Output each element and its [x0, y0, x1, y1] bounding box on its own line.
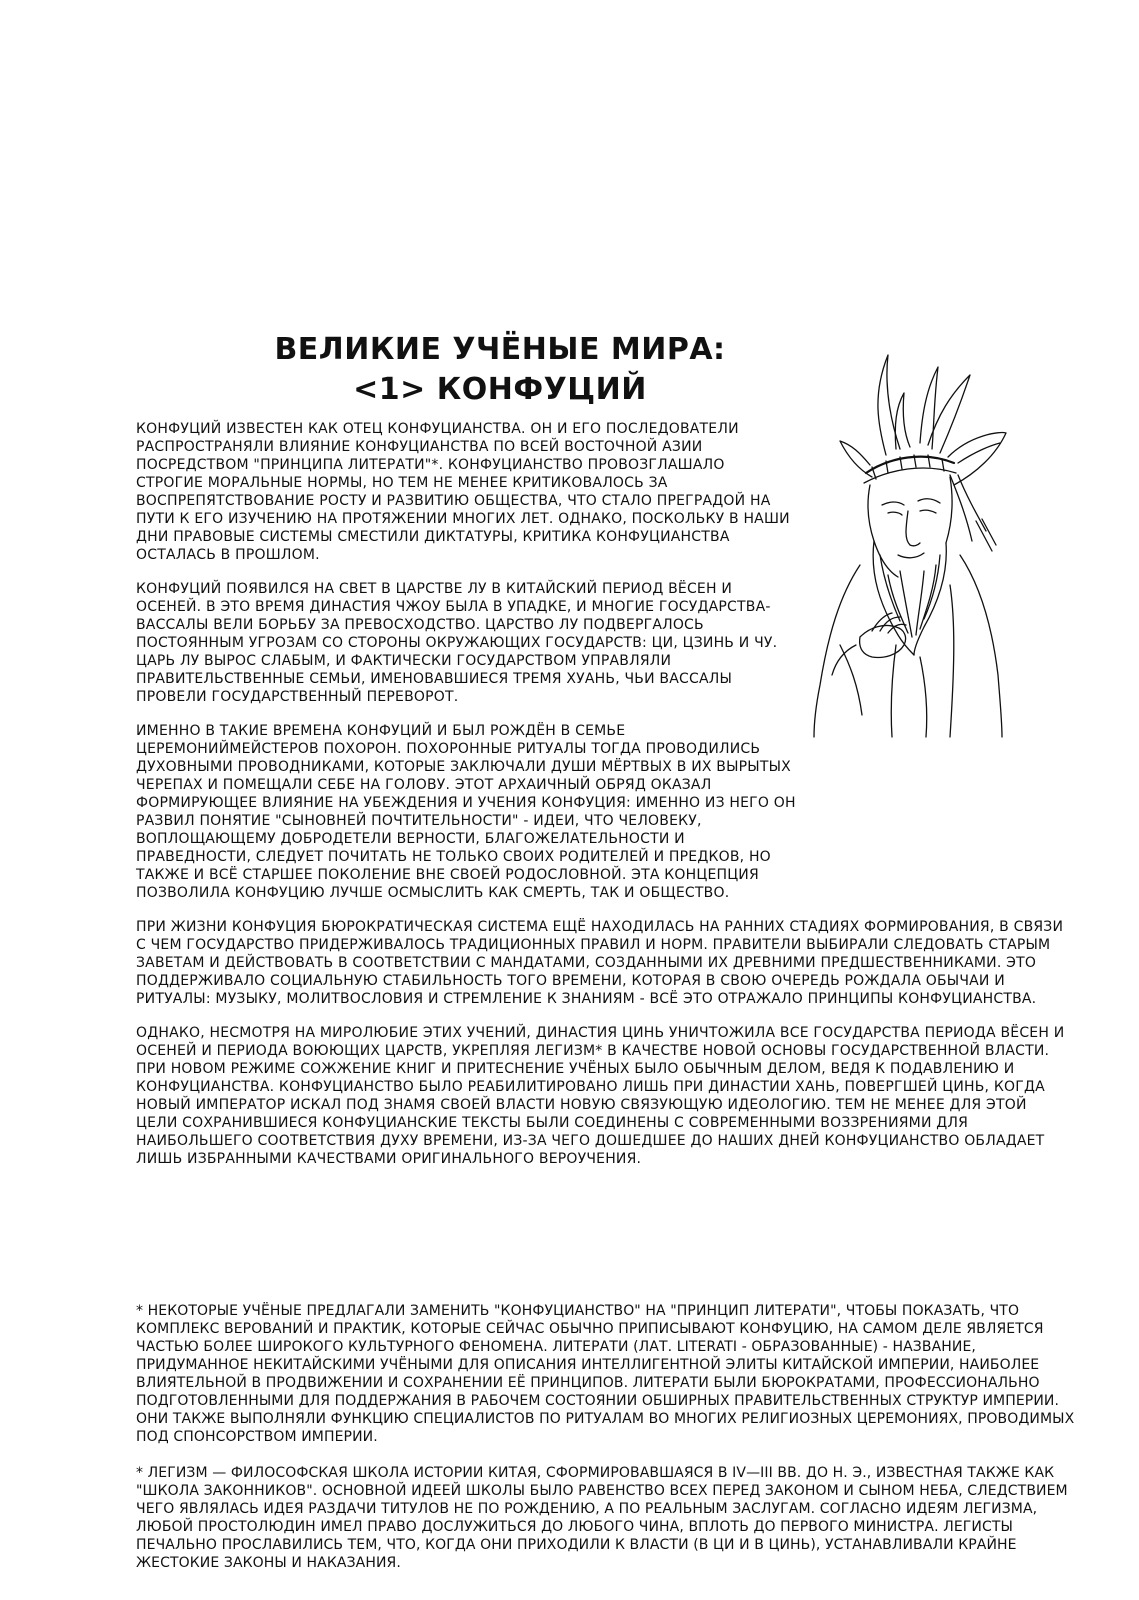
- article-body: [136, 420, 1066, 1184]
- paragraph-4: ПРИ ЖИЗНИ КОНФУЦИЯ БЮРОКРАТИЧЕСКАЯ СИСТЕМА ЕЩЁ НАХОДИЛАСЬ НА РАННИХ СТАДИЯХ ФОРМИРОВАНИЯ, В СВЯЗИ С ЧЕМ ГОСУДАРСТВО ПРИДЕРЖИВАЛОСЬ ТРАДИЦИОННЫХ ПРАВИЛ И НОРМ. ПРАВИТЕЛИ ВЫБИРАЛИ СЛЕДОВАТЬ СТАРЫМ ЗАВЕТАМ И ДЕЙСТВОВАТЬ В СООТВЕТСТВИИ С МАНДАТАМИ, СОЗДАННЫМИ ИХ ДРЕВНИМИ ПРЕДШЕСТВЕННИКАМИ. ЭТО ПОДДЕРЖИВАЛО СОЦИАЛЬНУЮ СТАБИЛЬНОСТЬ ТОГО ВРЕМЕНИ, КОТОРАЯ В СВОЮ ОЧЕРЕДЬ РОЖДАЛА ОБЫЧАИ И РИТУАЛЫ: МУЗЫКУ, МОЛИТВОСЛОВИЯ И СТРЕМЛЕНИЕ К ЗНАНИЯМ - ВСЁ ЭТО ОТРАЖАЛО ПРИНЦИПЫ КОНФУЦИАНСТВА.: [136, 919, 1064, 1007]
- paragraph-1: КОНФУЦИЙ ИЗВЕСТЕН КАК ОТЕЦ КОНФУЦИАНСТВА. ОН И ЕГО ПОСЛЕДОВАТЕЛИ РАСПРОСТРАНЯЛИ ВЛИЯНИЕ КОНФУЦИАНСТВА ПО ВСЕЙ ВОСТОЧНОЙ АЗИИ ПОСРЕДСТВОМ "ПРИНЦИПА ЛИТЕРАТИ"*. КОНФУЦИАНСТВО ПРОВОЗГЛАШАЛО СТРОГИЕ МОРАЛЬНЫЕ НОРМЫ, НО ТЕМ НЕ МЕНЕЕ КРИТИКОВАЛОСЬ ЗА ВОСПРЕПЯТСТВОВАНИЕ РОСТУ И РАЗВИТИЮ ОБЩЕСТВА, ЧТО СТАЛО ПРЕГРАДОЙ НА ПУТИ К ЕГО ИЗУЧЕНИЮ НА ПРОТЯЖЕНИИ МНОГИХ ЛЕТ. ОДНАКО, ПОСКОЛЬКУ В НАШИ ДНИ ПРАВОВЫЕ СИСТЕМЫ СМЕСТИЛИ ДИКТАТУРЫ, КРИТИКА КОНФУЦИАНСТВА ОСТАЛАСЬ В ПРОШЛОМ.: [136, 421, 790, 563]
- footnote-legalism: * ЛЕГИЗМ — ФИЛОСОФСКАЯ ШКОЛА ИСТОРИИ КИТАЯ, СФОРМИРОВАВШАЯСЯ В IV—III ВВ. ДО Н. Э., ИЗВЕСТНАЯ ТАКЖЕ КАК "ШКОЛА ЗАКОННИКОВ". ОСНОВНОЙ ИДЕЕЙ ШКОЛЫ БЫЛО РАВЕНСТВО ВСЕХ ПЕРЕД ЗАКОНОМ И СЫНОМ НЕБА, СЛЕДСТВИЕМ ЧЕГО ЯВЛЯЛАСЬ ИДЕЯ РАЗДАЧИ ТИТУЛОВ НЕ ПО РОЖДЕНИЮ, А ПО РЕАЛЬНЫМ ЗАСЛУГАМ. СОГЛАСНО ИДЕЯМ ЛЕГИЗМА, ЛЮБОЙ ПРОСТОЛЮДИН ИМЕЛ ПРАВО ДОСЛУЖИТЬСЯ ДО ЛЮБОГО ЧИНА, ВПЛОТЬ ДО ПЕРВОГО МИНИСТРА. ЛЕГИСТЫ ПЕЧАЛЬНО ПРОСЛАВИЛИСЬ ТЕМ, ЧТО, КОГДА ОНИ ПРИХОДИЛИ К ВЛАСТИ (В ЦИ И В ЦИНЬ), УСТАНАВЛИВАЛИ КРАЙНЕ ЖЕСТОКИЕ ЗАКОНЫ И НАКАЗАНИЯ.: [136, 1465, 1068, 1571]
- footnote-literati: * НЕКОТОРЫЕ УЧЁНЫЕ ПРЕДЛАГАЛИ ЗАМЕНИТЬ "КОНФУЦИАНСТВО" НА "ПРИНЦИП ЛИТЕРАТИ", ЧТОБЫ ПОКАЗАТЬ, ЧТО КОМПЛЕКС ВЕРОВАНИЙ И ПРАКТИК, КОТОРЫЕ СЕЙЧАС ОБЫЧНО ПРИПИСЫВАЮТ КОНФУЦИЮ, НА САМОМ ДЕЛЕ ЯВЛЯЕТСЯ ЧАСТЬЮ БОЛЕЕ ШИРОКОГО КУЛЬТУРНОГО ФЕНОМЕНА. ЛИТЕРАТИ (ЛАТ. LITERATI - ОБРАЗОВАННЫЕ) - НАЗВАНИЕ, ПРИДУМАННОЕ НЕКИТАЙСКИМИ УЧЁНЫМИ ДЛЯ ОПИСАНИЯ ИНТЕЛЛИГЕНТНОЙ ЭЛИТЫ КИТАЙСКОЙ ИМПЕРИИ, НАИБОЛЕЕ ВЛИЯТЕЛЬНОЙ В ПРОДВИЖЕНИИ И СОХРАНЕНИИ ЕЁ ПРИНЦИПОВ. ЛИТЕРАТИ БЫЛИ БЮРОКРАТАМИ, ПРОФЕССИОНАЛЬНО ПОДГОТОВЛЕННЫМИ ДЛЯ ПОДДЕРЖАНИЯ В РАБОЧЕМ СОСТОЯНИИ ОБШИРНЫХ ПРАВИТЕЛЬСТВЕННЫХ СТРУКТУР ИМПЕРИИ. ОНИ ТАКЖЕ ВЫПОЛНЯЛИ ФУНКЦИЮ СПЕЦИАЛИСТОВ ПО РИТУАЛАМ ВО МНОГИХ РЕЛИГИОЗНЫХ ЦЕРЕМОНИЯХ, ПРОВОДИМЫХ ПОД СПОНСОРСТВОМ ИМПЕРИИ.: [136, 1303, 1075, 1445]
- title-line-1: ВЕЛИКИЕ УЧЁНЫЕ МИРА:: [274, 332, 726, 367]
- paragraph-3: ИМЕННО В ТАКИЕ ВРЕМЕНА КОНФУЦИЙ И БЫЛ РОЖДЁН В СЕМЬЕ ЦЕРЕМОНИЙМЕЙСТЕРОВ ПОХОРОН. ПОХОРОННЫЕ РИТУАЛЫ ТОГДА ПРОВОДИЛИСЬ ДУХОВНЫМИ ПРОВОДНИКАМИ, КОТОРЫЕ ЗАКЛЮЧАЛИ ДУШИ МЁРТВЫХ В ИХ ВЫРЫТЫХ ЧЕРЕПАХ И ПОМЕЩАЛИ СЕБЕ НА ГОЛОВУ. ЭТОТ АРХАИЧНЫЙ ОБРЯД ОКАЗАЛ ФОРМИРУЮЩЕЕ ВЛИЯНИЕ НА УБЕЖДЕНИЯ И УЧЕНИЯ КОНФУЦИЯ: ИМЕННО ИЗ НЕГО ОН РАЗВИЛ ПОНЯТИЕ "СЫНОВНЕЙ ПОЧТИТЕЛЬНОСТИ" - ИДЕИ, ЧТО ЧЕЛОВЕКУ, ВОПЛОЩАЮЩЕМУ ДОБРОДЕТЕЛИ ВЕРНОСТИ, БЛАГОЖЕЛАТЕЛЬНОСТИ И ПРАВЕДНОСТИ, СЛЕДУЕТ ПОЧИТАТЬ НЕ ТОЛЬКО СВОИХ РОДИТЕЛЕЙ И ПРЕДКОВ, НО ТАКЖЕ И ВСЁ СТАРШЕЕ ПОКОЛЕНИЕ ВНЕ СВОЕЙ РОДОСЛОВНОЙ. ЭТА КОНЦЕПЦИЯ ПОЗВОЛИЛА КОНФУЦИЮ ЛУЧШЕ ОСМЫСЛИТЬ КАК СМЕРТЬ, ТАК И ОБЩЕСТВО.: [136, 723, 796, 901]
- page-title: [240, 330, 760, 410]
- footnotes: [136, 1302, 1081, 1590]
- paragraph-2: КОНФУЦИЙ ПОЯВИЛСЯ НА СВЕТ В ЦАРСТВЕ ЛУ В КИТАЙСКИЙ ПЕРИОД ВЁСЕН И ОСЕНЕЙ. В ЭТО ВРЕМЯ ДИНАСТИЯ ЧЖОУ БЫЛА В УПАДКЕ, И МНОГИЕ ГОСУДАРСТВА-ВАССАЛЫ ВЕЛИ БОРЬБУ ЗА ПРЕВОСХОДСТВО. ЦАРСТВО ЛУ ПОДВЕРГАЛОСЬ ПОСТОЯННЫМ УГРОЗАМ СО СТОРОНЫ ОКРУЖАЮЩИХ ГОСУДАРСТВ: ЦИ, ЦЗИНЬ И ЧУ. ЦАРЬ ЛУ ВЫРОС СЛАБЫМ, И ФАКТИЧЕСКИ ГОСУДАРСТВОМ УПРАВЛЯЛИ ПРАВИТЕЛЬСТВЕННЫЕ СЕМЬИ, ИМЕНОВАВШИЕСЯ ТРЕМЯ ХУАНЬ, ЧЬИ ВАССАЛЫ ПРОВЕЛИ ГОСУДАРСТВЕННЫЙ ПЕРЕВОРОТ.: [136, 581, 778, 705]
- paragraph-5: ОДНАКО, НЕСМОТРЯ НА МИРОЛЮБИЕ ЭТИХ УЧЕНИЙ, ДИНАСТИЯ ЦИНЬ УНИЧТОЖИЛА ВСЕ ГОСУДАРСТВА ПЕРИОДА ВЁСЕН И ОСЕНЕЙ И ПЕРИОДА ВОЮЮЩИХ ЦАРСТВ, УКРЕПЛЯЯ ЛЕГИЗМ* В КАЧЕСТВЕ НОВОЙ ОСНОВЫ ГОСУДАРСТВЕННОЙ ВЛАСТИ. ПРИ НОВОМ РЕЖИМЕ СОЖЖЕНИЕ КНИГ И ПРИТЕСНЕНИЕ УЧЁНЫХ БЫЛО ОБЫЧНЫМ ДЕЛОМ, ВЕДЯ К ПОДАВЛЕНИЮ И КОНФУЦИАНСТВА. КОНФУЦИАНСТВО БЫЛО РЕАБИЛИТИРОВАНО ЛИШЬ ПРИ ДИНАСТИИ ХАНЬ, ПОВЕРГШЕЙ ЦИНЬ, КОГДА НОВЫЙ ИМПЕРАТОР ИСКАЛ ПОД ЗНАМЯ СВОЕЙ ВЛАСТИ НОВУЮ СВЯЗУЮЩУЮ ИДЕОЛОГИЮ. ТЕМ НЕ МЕНЕЕ ДЛЯ ЭТОЙ ЦЕЛИ СОХРАНИВШИЕСЯ КОНФУЦИАНСКИЕ ТЕКСТЫ БЫЛИ СОЕДИНЕНЫ С СОВРЕМЕННЫМИ ВОЗЗРЕНИЯМИ ДЛЯ НАИБОЛЬШЕГО СООТВЕТСТВИЯ ДУХУ ВРЕМЕНИ, ИЗ-ЗА ЧЕГО ДОШЕДШЕЕ ДО НАШИХ ДНЕЙ КОНФУЦИАНСТВО ОБЛАДАЕТ ЛИШЬ ИЗБРАННЫМИ КАЧЕСТВАМИ ОРИГИНАЛЬНОГО ВЕРОУЧЕНИЯ.: [136, 1025, 1065, 1167]
- title-line-2: <1> КОНФУЦИЙ: [353, 372, 647, 407]
